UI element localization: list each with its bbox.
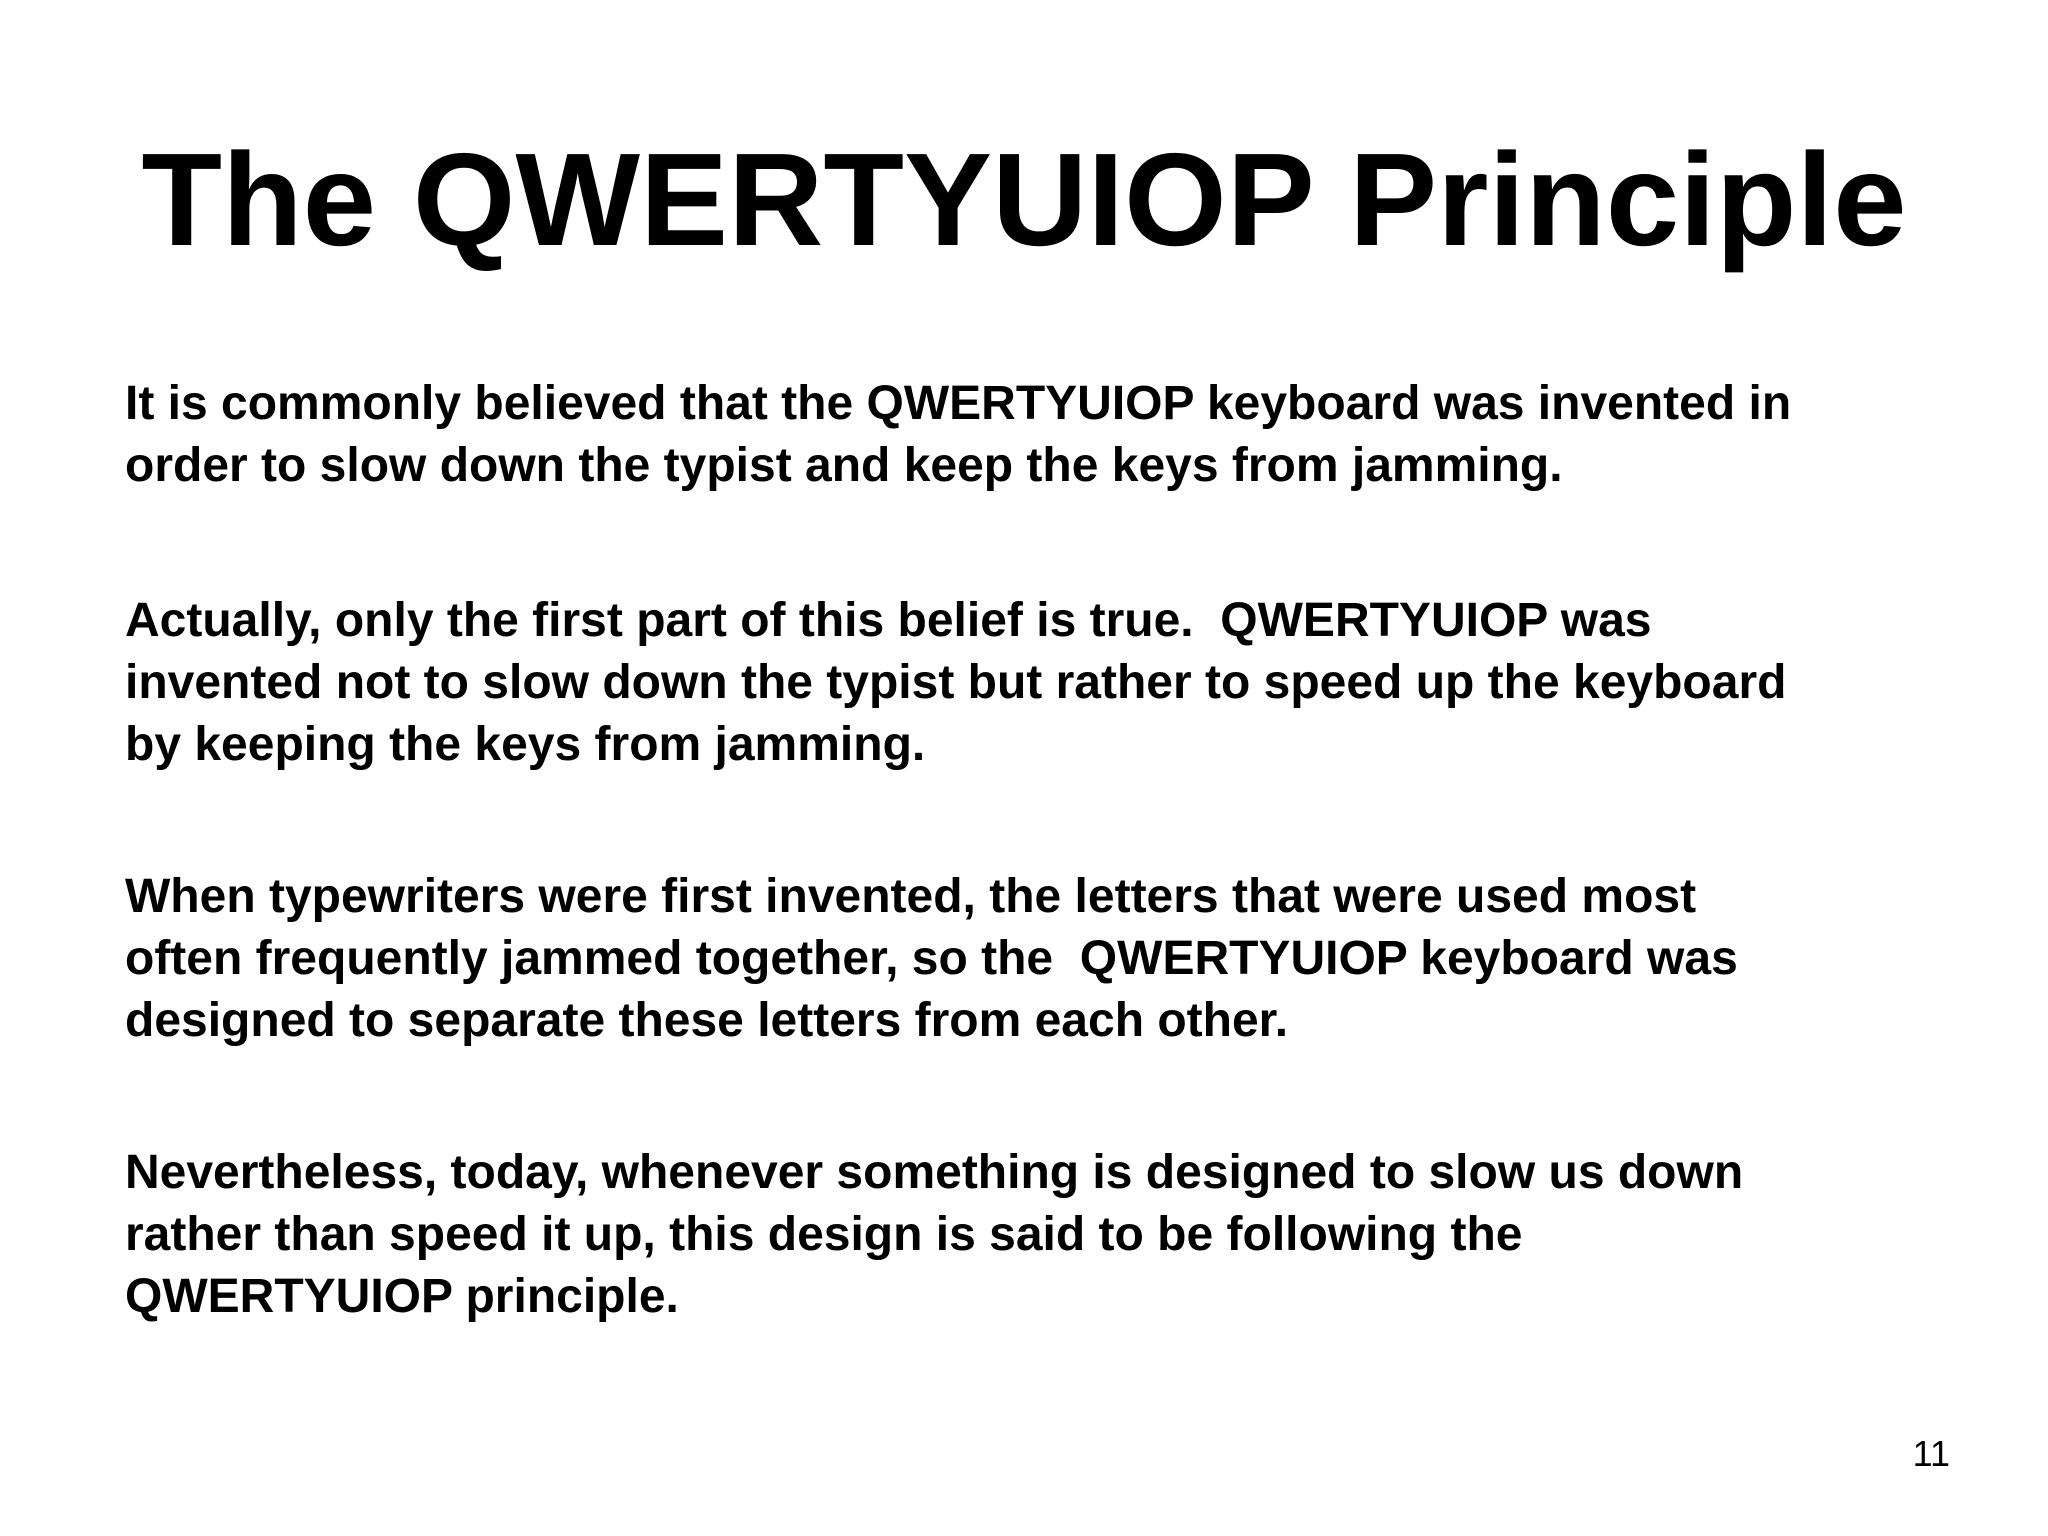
paragraph-line: by keeping the keys from jamming. bbox=[125, 718, 926, 771]
page-number: 11 bbox=[1912, 1433, 1950, 1474]
paragraph-line: often frequently jammed together, so the QWERTYUIOP keyboard was bbox=[125, 932, 1738, 985]
paragraph-line: QWERTYUIOP principle. bbox=[125, 1270, 679, 1323]
paragraph-actually bbox=[125, 590, 1955, 776]
paragraph-line: designed to separate these letters from each other. bbox=[125, 994, 1289, 1047]
paragraph-line: rather than speed it up, this design is said to be following the bbox=[125, 1208, 1523, 1261]
paragraph-line: invented not to slow down the typist but rather to speed up the keyboard bbox=[125, 656, 1787, 709]
slide-title: The QWERTYUIOP Principle bbox=[141, 126, 1907, 273]
paragraph-nevertheless bbox=[125, 1142, 1955, 1328]
paragraph-line: Nevertheless, today, whenever something is designed to slow us down bbox=[125, 1146, 1744, 1199]
paragraph-line: order to slow down the typist and keep the keys from jamming. bbox=[125, 439, 1563, 492]
paragraph-line: When typewriters were first invented, the letters that were used most bbox=[125, 870, 1697, 923]
paragraph-line: It is commonly believed that the QWERTYUIOP keyboard was invented in bbox=[125, 377, 1792, 430]
paragraph-typewriters bbox=[125, 866, 1955, 1052]
paragraph-belief bbox=[125, 373, 1955, 497]
paragraph-line: Actually, only the first part of this belief is true. QWERTYUIOP was bbox=[125, 594, 1652, 647]
